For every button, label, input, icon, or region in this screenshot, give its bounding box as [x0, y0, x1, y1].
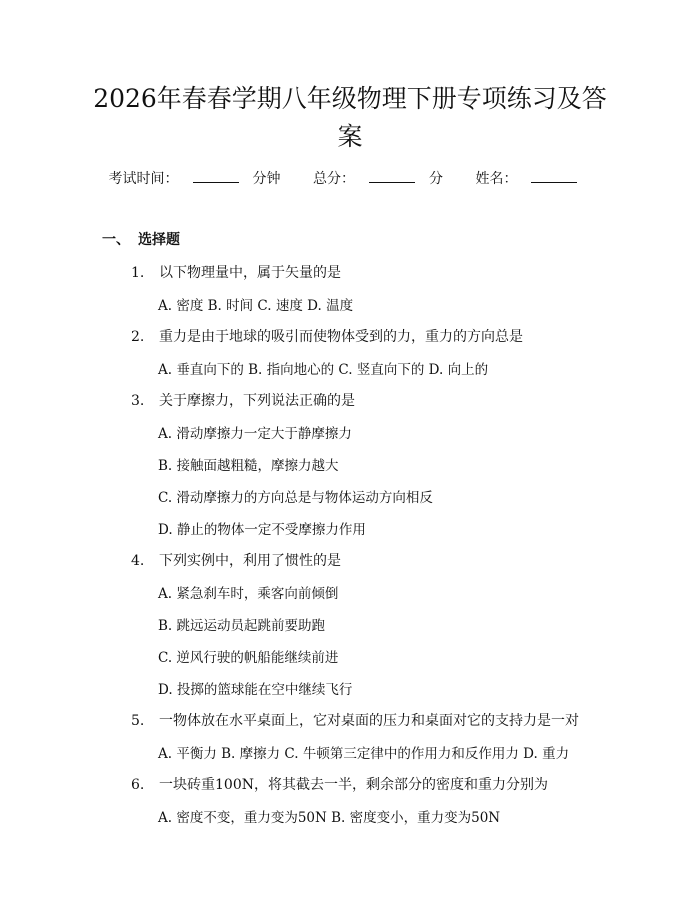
question-3-option-d: D. 静止的物体一定不受摩擦力作用 — [158, 522, 366, 538]
question-number: 3. — [131, 393, 145, 409]
score-label: 总分： — [313, 171, 355, 187]
question-number: 5. — [131, 713, 145, 729]
question-2 — [131, 326, 523, 346]
question-number: 1. — [131, 265, 145, 281]
question-6-options: A. 密度不变，重力变为50N B. 密度变小，重力变为50N — [158, 810, 501, 826]
score-unit: 分 — [429, 171, 443, 187]
question-number: 2. — [131, 329, 145, 345]
question-number: 4. — [131, 553, 145, 569]
time-blank — [193, 181, 239, 183]
question-1-options: A. 密度 B. 时间 C. 速度 D. 温度 — [158, 298, 354, 314]
question-3-option-a: A. 滑动摩擦力一定大于静摩擦力 — [158, 426, 352, 442]
question-number: 6. — [131, 777, 145, 793]
question-text: 下列实例中，利用了惯性的是 — [159, 553, 341, 569]
name-field — [475, 168, 591, 188]
exam-info — [0, 168, 700, 188]
question-1 — [131, 262, 341, 282]
page-title: 2026年春春学期八年级物理下册专项练习及答案 — [93, 84, 607, 151]
question-text: 关于摩擦力，下列说法正确的是 — [159, 393, 355, 409]
question-text: 重力是由于地球的吸引而使物体受到的力，重力的方向总是 — [159, 329, 523, 345]
section-title: 选择题 — [138, 232, 180, 248]
question-3-option-b: B. 接触面越粗糙，摩擦力越大 — [158, 458, 339, 474]
question-4 — [131, 550, 341, 570]
section-heading — [102, 229, 180, 249]
question-6 — [131, 774, 548, 794]
score-field — [313, 168, 443, 188]
question-text: 以下物理量中，属于矢量的是 — [159, 265, 341, 281]
question-5 — [131, 710, 579, 730]
question-3 — [131, 390, 355, 410]
name-blank — [531, 181, 577, 183]
time-field — [109, 168, 281, 188]
name-label: 姓名： — [475, 171, 518, 187]
question-4-option-a: A. 紧急刹车时，乘客向前倾倒 — [158, 586, 339, 602]
question-2-options: A. 垂直向下的 B. 指向地心的 C. 竖直向下的 D. 向上的 — [158, 362, 489, 378]
section-number: 一、 — [102, 232, 130, 248]
question-4-option-d: D. 投掷的篮球能在空中继续飞行 — [158, 682, 353, 698]
question-4-option-c: C. 逆风行驶的帆船能继续前进 — [158, 650, 339, 666]
question-4-option-b: B. 跳远运动员起跳前要助跑 — [158, 618, 326, 634]
score-blank — [369, 181, 415, 183]
time-unit: 分钟 — [252, 171, 281, 187]
question-text: 一物体放在水平桌面上，它对桌面的压力和桌面对它的支持力是一对 — [159, 713, 579, 729]
question-5-options: A. 平衡力 B. 摩擦力 C. 牛顿第三定律中的作用力和反作用力 D. 重力 — [158, 746, 570, 762]
question-3-option-c: C. 滑动摩擦力的方向总是与物体运动方向相反 — [158, 490, 433, 506]
question-text: 一块砖重100N，将其截去一半，剩余部分的密度和重力分别为 — [159, 777, 548, 793]
time-label: 考试时间： — [108, 171, 179, 187]
